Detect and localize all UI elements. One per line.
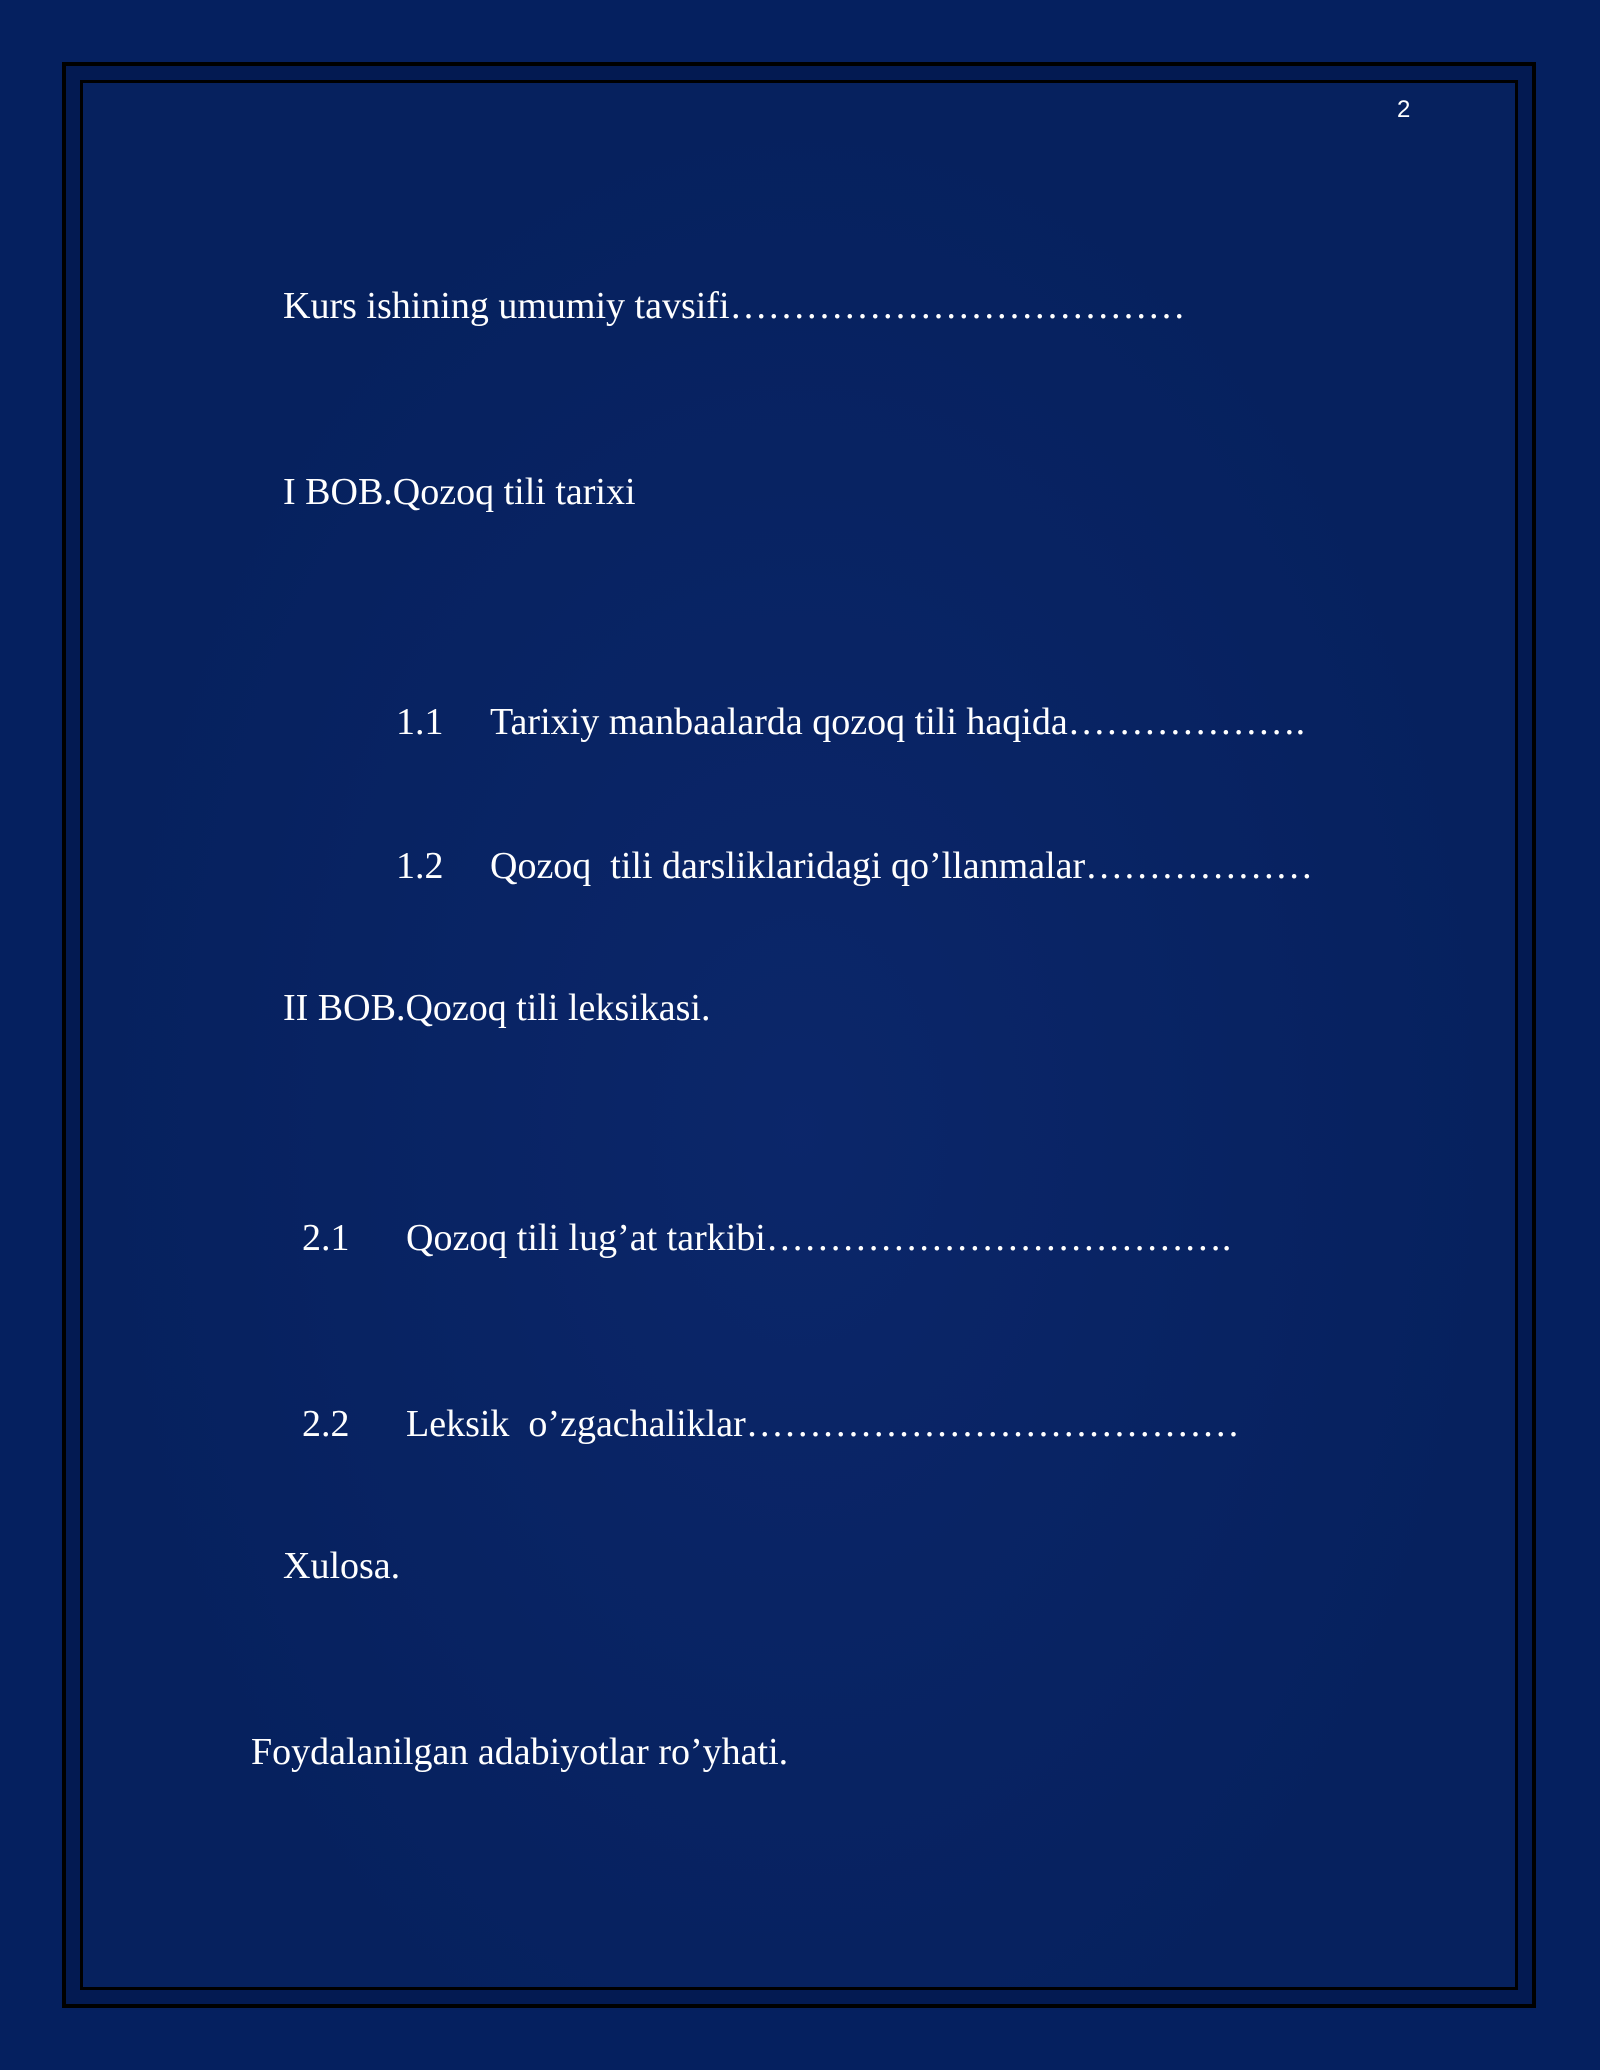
toc-item-text: Qozoq tili darsliklaridagi qo’llanmalar……………… bbox=[490, 845, 1314, 887]
toc-item-1-2 bbox=[377, 800, 1313, 888]
page-border-inner bbox=[80, 80, 1518, 1990]
toc-references: Foydalanilgan adabiyotlar ro’yhati. bbox=[251, 1731, 789, 1773]
toc-item-number: 1.1 bbox=[396, 701, 444, 743]
toc-intro: Kurs ishining umumiy tavsifi……………………………… bbox=[283, 285, 1186, 327]
toc-item-2-2 bbox=[283, 1358, 1240, 1446]
toc-chapter-1: I BOB.Qozoq tili tarixi bbox=[283, 471, 636, 513]
toc-conclusion: Xulosa. bbox=[283, 1545, 401, 1587]
page-number: 2 bbox=[1397, 96, 1411, 123]
toc-item-number: 2.2 bbox=[302, 1403, 350, 1445]
toc-item-text: Leksik o’zgachaliklar………………………………… bbox=[406, 1403, 1240, 1445]
toc-item-number: 1.2 bbox=[396, 845, 444, 887]
toc-item-2-1 bbox=[283, 1172, 1231, 1260]
toc-item-text: Tarixiy manbaalarda qozoq tili haqida………………. bbox=[490, 701, 1306, 743]
toc-item-1-1 bbox=[377, 656, 1305, 744]
toc-item-text: Qozoq tili lug’at tarkibi………………………………. bbox=[406, 1217, 1232, 1259]
toc-item-number: 2.1 bbox=[302, 1217, 350, 1259]
page-border-outer bbox=[62, 62, 1536, 2008]
toc-chapter-2: II BOB.Qozoq tili leksikasi. bbox=[283, 987, 711, 1029]
